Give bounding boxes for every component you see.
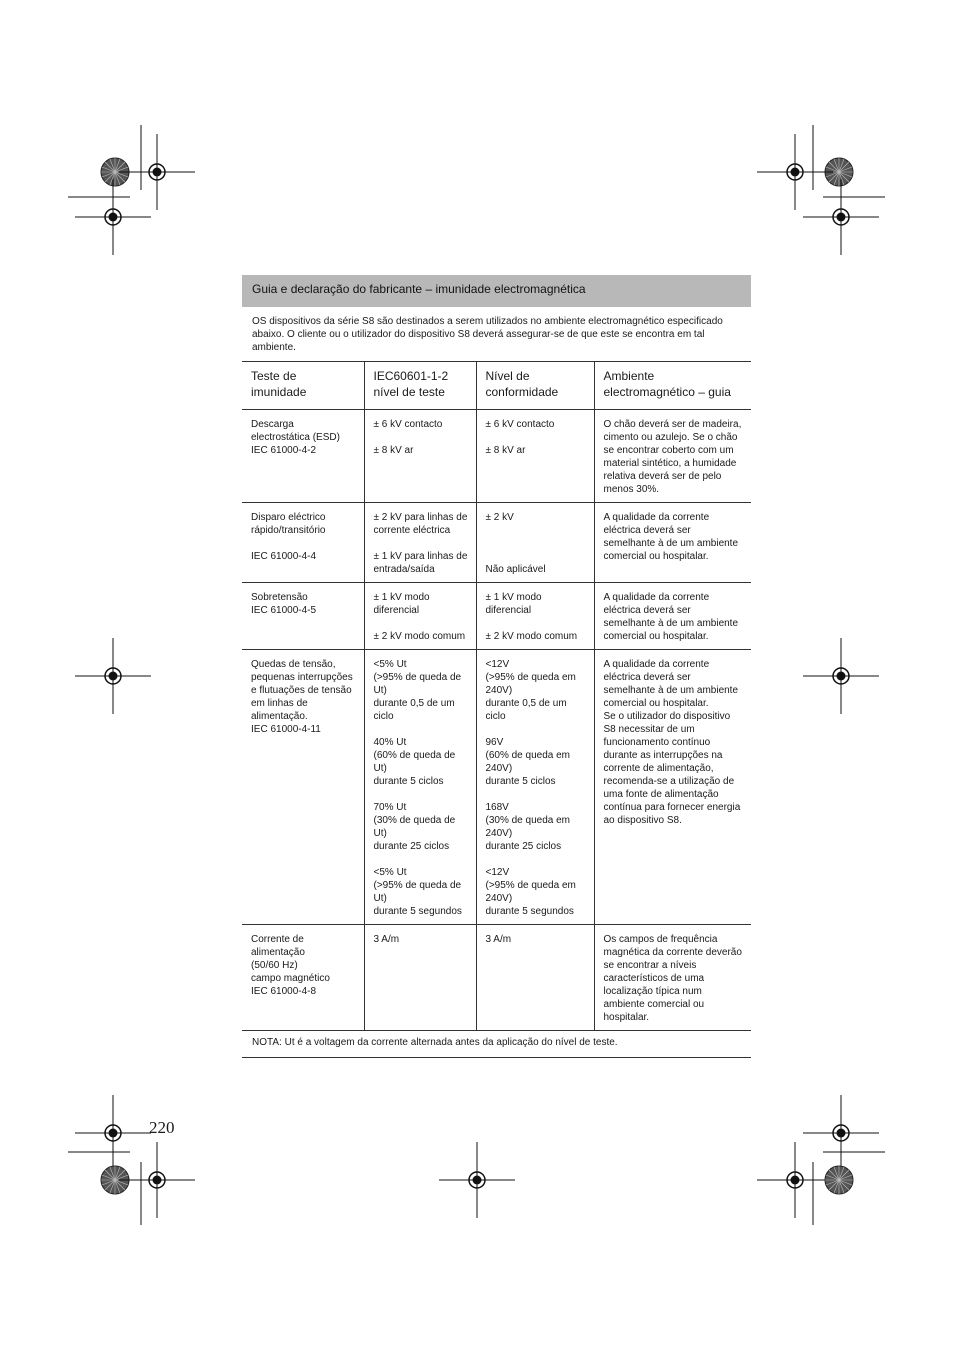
- cell-guidance: O chão deverá ser de madeira, cimento ou azulejo. Se o chão se encontrar coberto com um material sintético, a humidade relativa deverá ser de pelo menos 30%.: [594, 410, 751, 503]
- table-row: [242, 650, 751, 925]
- table-row: [242, 410, 751, 503]
- cell-test: Corrente de alimentação (50/60 Hz) campo magnético IEC 61000-4-8: [242, 925, 364, 1031]
- cell-guidance: A qualidade da corrente eléctrica deverá ser semelhante à de um ambiente comercial ou hospitalar.: [594, 503, 751, 583]
- cell-compliance: 3 A/m: [476, 925, 594, 1031]
- cell-test: Descarga electrostática (ESD) IEC 61000-4-2: [242, 410, 364, 503]
- cell-guidance: Os campos de frequência magnética da corrente deverão se encontrar a níveis característicos de uma localização típica num ambiente comercial ou hospitalar.: [594, 925, 751, 1031]
- cell-guidance: A qualidade da corrente eléctrica deverá ser semelhante à de um ambiente comercial ou hospitalar.: [594, 583, 751, 650]
- cell-compliance: ± 1 kV modo diferencial ± 2 kV modo comum: [476, 583, 594, 650]
- cell-level: ± 1 kV modo diferencial ± 2 kV modo comum: [364, 583, 476, 650]
- table-note: NOTA: Ut é a voltagem da corrente alternada antes da aplicação do nível de teste.: [242, 1031, 751, 1058]
- column-header-guidance: Ambiente electromagnético – guia: [594, 362, 751, 410]
- column-header-compliance: Nível de conformidade: [476, 362, 594, 410]
- page-number: 220: [149, 1118, 175, 1137]
- column-header-test: Teste de imunidade: [242, 362, 364, 410]
- cell-level: ± 2 kV para linhas de corrente eléctrica ± 1 kV para linhas de entrada/saída: [364, 503, 476, 583]
- table-row: [242, 503, 751, 583]
- cell-compliance: ± 2 kV Não aplicável: [476, 503, 594, 583]
- intro-paragraph: OS dispositivos da série S8 são destinados a serem utilizados no ambiente electromagnético especificado abaixo. O cliente ou o utilizador do dispositivo S8 deverá assegurar-se de que este se encontra em tal ambiente.: [242, 307, 751, 362]
- section-title: Guia e declaração do fabricante – imunidade electromagnética: [242, 275, 751, 307]
- cell-level: ± 6 kV contacto ± 8 kV ar: [364, 410, 476, 503]
- table-header-row: [242, 362, 751, 410]
- cell-test: Quedas de tensão, pequenas interrupções e flutuações de tensão em linhas de alimentação. IEC 61000-4-11: [242, 650, 364, 925]
- table-row: [242, 583, 751, 650]
- cell-test: Sobretensão IEC 61000-4-5: [242, 583, 364, 650]
- cell-guidance: A qualidade da corrente eléctrica deverá ser semelhante à de um ambiente comercial ou hospitalar. Se o utilizador do dispositivo S8 necessitar de um funcionamento contínuo durante as interrupções na corrente de alimentação, recomenda-se a utilização de uma fonte de alimentação contínua para fornecer energia ao dispositivo S8.: [594, 650, 751, 925]
- cell-compliance: <12V (>95% de queda em 240V) durante 0,5 de um ciclo 96V (60% de queda em 240V) durante 5 ciclos 168V (30% de queda em 240V) durante 25 ciclos <12V (>95% de queda em 240V) durante 5 segundos: [476, 650, 594, 925]
- cell-level: 3 A/m: [364, 925, 476, 1031]
- immunity-table: [242, 362, 751, 1031]
- table-row: [242, 925, 751, 1031]
- cell-level: <5% Ut (>95% de queda de Ut) durante 0,5 de um ciclo 40% Ut (60% de queda de Ut) durante 5 ciclos 70% Ut (30% de queda de Ut) durante 25 ciclos <5% Ut (>95% de queda de Ut) durante 5 segundos: [364, 650, 476, 925]
- column-header-level: IEC60601-1-2 nível de teste: [364, 362, 476, 410]
- cell-compliance: ± 6 kV contacto ± 8 kV ar: [476, 410, 594, 503]
- cell-test: Disparo eléctrico rápido/transitório IEC 61000-4-4: [242, 503, 364, 583]
- emc-immunity-document: [242, 275, 751, 1058]
